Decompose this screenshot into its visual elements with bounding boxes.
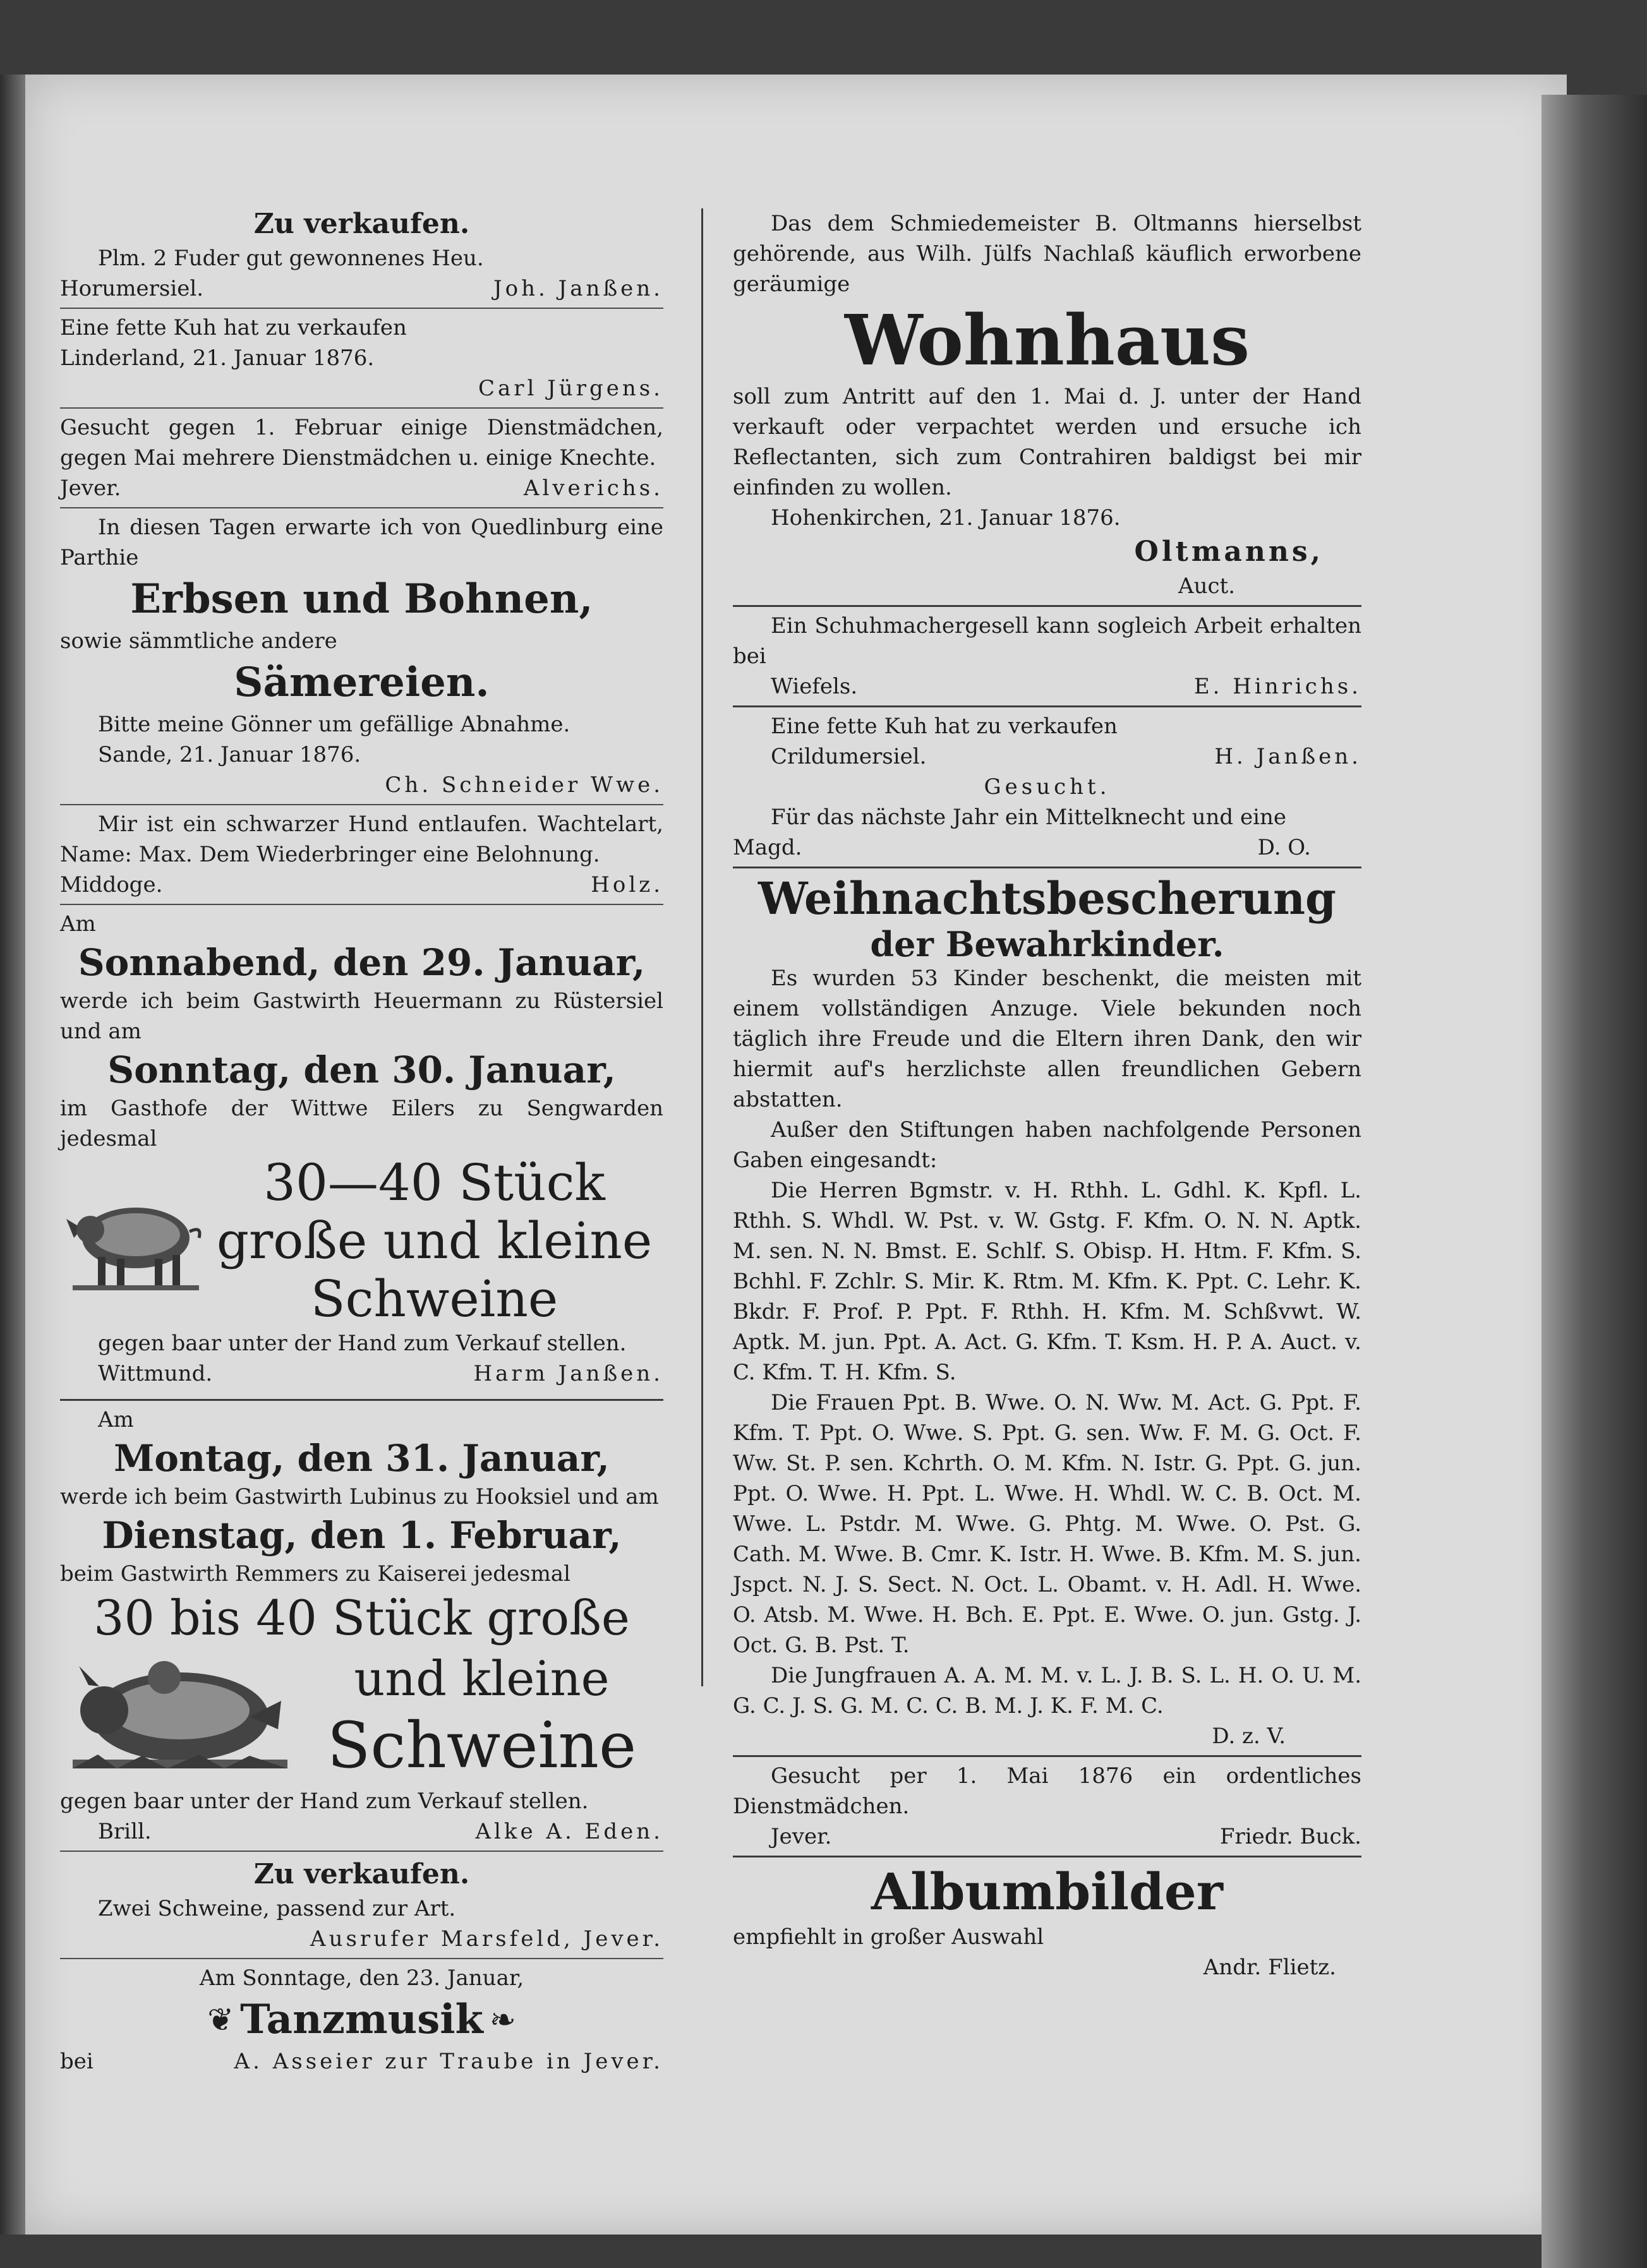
ad-text: Für das nächste Jahr ein Mittelknecht und eine xyxy=(771,805,1286,830)
ad-text: Mir ist ein schwarzer Hund entlaufen. Wachtelart, Name: Max. Dem Wiederbringer eine Belohnung. xyxy=(60,812,663,867)
ad-headline: 30 bis 40 Stück große xyxy=(94,1590,630,1646)
ad-place: Wiefels. xyxy=(771,674,858,699)
ad-signature: Alverichs. xyxy=(523,476,663,501)
ad-text: sowie sämmtliche andere xyxy=(60,628,337,654)
ad-signature: Ch. Schneider Wwe. xyxy=(385,772,663,798)
ad-role: Auct. xyxy=(1178,573,1235,599)
ad-place: Crildumersiel. xyxy=(771,744,927,769)
ad-place: Middoge. xyxy=(60,872,163,897)
pig-illustration-row xyxy=(60,1647,663,1786)
ad-headline: und kleine xyxy=(354,1650,610,1707)
ad-wohnhaus xyxy=(733,208,1361,601)
ad-place: Jever. xyxy=(60,476,121,501)
ad-headline: 30—40 Stück xyxy=(263,1153,605,1212)
divider xyxy=(733,867,1361,868)
ad-headline: Schweine xyxy=(327,1708,637,1782)
ad-paragraph: Außer den Stiftungen haben nachfolgende Personen Gaben eingesandt: xyxy=(733,1117,1361,1173)
ad-text: Bitte meine Gönner um gefällige Abnahme. xyxy=(98,712,570,737)
ad-albumbilder xyxy=(733,1861,1361,1983)
ad-headline: Sämereien. xyxy=(234,659,490,706)
divider xyxy=(60,407,663,409)
page-edge xyxy=(1541,95,1647,2268)
ad-text: gegen baar unter der Hand zum Verkauf stellen. xyxy=(60,1789,589,1814)
ad-headline: Erbsen und Bohnen, xyxy=(130,575,593,623)
ad-signature: H. Janßen. xyxy=(1214,744,1361,769)
ad-headline: Wohnhaus xyxy=(844,299,1250,381)
ad-schweine-1 xyxy=(60,909,663,1389)
pig-illustration xyxy=(60,1184,205,1298)
ad-schuhmacher xyxy=(733,611,1361,702)
divider xyxy=(733,1755,1361,1757)
ad-paragraph: Die Jungfrauen A. A. M. M. v. L. J. B. S. L. H. O. U. M. G. C. J. S. G. M. C. C. B. M. J. K. F. M. C. xyxy=(733,1663,1361,1719)
ad-text: empfiehlt in großer Auswahl xyxy=(733,1924,1044,1950)
ad-headline: Tanzmusik xyxy=(240,1996,483,2043)
divider xyxy=(60,308,663,309)
ad-weihnachtsbescherung xyxy=(733,872,1361,1751)
ad-text: Eine fette Kuh hat zu verkaufen xyxy=(771,714,1118,739)
ad-signature: Joh. Janßen. xyxy=(493,276,663,301)
ad-text: im Gasthofe der Wittwe Eilers zu Sengwarden jedesmal xyxy=(60,1096,663,1151)
ad-headline: Weihnachtsbescherung xyxy=(758,872,1336,925)
ad-text: beim Gastwirth Remmers zu Kaiserei jedesmal xyxy=(60,1561,570,1587)
divider xyxy=(733,1856,1361,1857)
ad-headline: Albumbilder xyxy=(871,1862,1223,1921)
divider xyxy=(733,605,1361,607)
ad-date-headline: Sonnabend, den 29. Januar, xyxy=(78,941,646,984)
ad-text: Ein Schuhmachergesell kann sogleich Arbeit erhalten bei xyxy=(733,613,1361,669)
ad-place: Horumersiel. xyxy=(60,276,204,301)
ad-hund-entlaufen xyxy=(60,809,663,900)
ad-text: Am xyxy=(98,1407,134,1432)
ad-place: Wittmund. xyxy=(98,1361,213,1386)
divider xyxy=(60,1958,663,1959)
ad-text: Eine fette Kuh hat zu verkaufen xyxy=(60,315,407,340)
ad-signature: E. Hinrichs. xyxy=(1193,674,1361,699)
ad-fette-kuh-2 xyxy=(733,711,1361,863)
ad-text: gegen baar unter der Hand zum Verkauf stellen. xyxy=(98,1331,627,1356)
ad-zwei-schweine xyxy=(60,1856,663,1954)
ad-saemereien xyxy=(60,512,663,800)
ad-schweine-2 xyxy=(60,1405,663,1847)
ad-title: Gesucht. xyxy=(984,774,1111,800)
ad-headline: Schweine xyxy=(310,1269,558,1328)
divider xyxy=(60,1851,663,1852)
left-column xyxy=(60,114,663,2077)
ad-text: Magd. xyxy=(733,835,802,860)
flourish-left-icon: ❦ xyxy=(207,2001,234,2038)
ad-date: Hohenkirchen, 21. Januar 1876. xyxy=(771,505,1121,531)
ad-paragraph: Es wurden 53 Kinder beschenkt, die meisten mit einem vollständigen Anzuge. Viele bekunden noch täglich ihre Freude und die Eltern ihren Dank, den wir hiermit auf's herzlichste allen freundlichen Gebern abstatten. xyxy=(733,966,1361,1112)
ad-text: In diesen Tagen erwarte ich von Quedlinburg eine Parthie xyxy=(60,515,663,570)
ad-text: Zwei Schweine, passend zur Art. xyxy=(98,1896,456,1921)
ad-signature: Harm Janßen. xyxy=(473,1361,663,1386)
ad-signature: Holz. xyxy=(591,872,663,897)
book-gutter xyxy=(0,75,25,2235)
ad-paragraph: Die Herren Bgmstr. v. H. Rthh. L. Gdhl. K. Kpfl. L. Rthh. S. Whdl. W. Pst. v. W. Gstg. F. Kfm. O. N. N. Aptk. M. sen. N. N. Bmst. E. Schlf. S. Obisp. H. Htm. F. Kfm. S. Bchhl. F. Zchlr. S. Mir. K. Rtm. M. Kfm. K. Ppt. C. Lehr. K. Bkdr. F. Prof. P. Ppt. F. Rthh. H. Kfm. M. Schßvwt. W. Aptk. M. jun. Ppt. A. Act. G. Kfm. T. Ksm. H. P. A. Auct. v. C. Kfm. T. H. Kfm. S. xyxy=(733,1178,1361,1385)
ad-signature: Andr. Flietz. xyxy=(1203,1955,1336,1980)
ad-zu-verkaufen-heu xyxy=(60,205,663,304)
column-divider xyxy=(701,208,703,1686)
ad-date: Sande, 21. Januar 1876. xyxy=(98,742,361,767)
ad-text: Am xyxy=(60,911,96,937)
ad-headline: große und kleine xyxy=(216,1211,653,1270)
ad-text: werde ich beim Gastwirth Heuermann zu Rüstersiel und am xyxy=(60,988,663,1044)
ad-tanzmusik xyxy=(60,1963,663,2077)
flourish-right-icon: ❧ xyxy=(489,2001,516,2038)
ad-title: Zu verkaufen. xyxy=(253,1858,470,1890)
ad-text: Plm. 2 Fuder gut gewonnenes Heu. xyxy=(98,246,484,271)
ad-paragraph: Die Frauen Ppt. B. Wwe. O. N. Ww. M. Act. G. Ppt. F. Kfm. T. Ppt. O. Wwe. S. Ppt. G. sen. Ww. F. M. G. Oct. F. Ww. St. P. sen. Kchrth. O. M. Kfm. N. Istr. G. Ppt. G. jun. Ppt. O. Wwe. H. Ppt. L. Wwe. H. Whdl. W. C. B. Oct. M. Wwe. L. Pstdr. M. Wwe. G. Phtg. M. Wwe. O. Pst. G. Cath. M. Wwe. B. Cmr. K. Istr. H. Wwe. B. Kfm. M. S. jun. Jspct. N. J. S. Sect. N. Oct. L. Obamt. v. H. Adl. H. Wwe. O. Atsb. M. Wwe. H. Bch. E. Ppt. E. Wwe. O. jun. Gstg. J. Oct. G. B. Pst. T. xyxy=(733,1390,1361,1658)
divider xyxy=(733,705,1361,707)
pig-illustration-row xyxy=(60,1154,663,1328)
ad-signature: Friedr. Buck. xyxy=(1219,1824,1361,1849)
ad-signature: D. O. xyxy=(1257,835,1311,860)
ad-place: Brill. xyxy=(98,1819,152,1844)
ad-signature: Oltmanns, xyxy=(1134,536,1324,568)
ad-text: Das dem Schmiedemeister B. Oltmanns hierselbst gehörende, aus Wilh. Jülfs Nachlaß käuflich erworbene geräumige xyxy=(733,211,1361,297)
ad-date-headline: Montag, den 31. Januar, xyxy=(114,1437,610,1480)
ad-title: Zu verkaufen. xyxy=(253,208,470,240)
ad-date-headline: Dienstag, den 1. Februar, xyxy=(102,1514,622,1557)
divider xyxy=(60,507,663,508)
ad-text: Gesucht gegen 1. Februar einige Dienstmädchen, gegen Mai mehrere Dienstmädchen u. einige Knechte. xyxy=(60,415,663,471)
ad-fette-kuh xyxy=(60,313,663,404)
ad-date-headline: Sonntag, den 30. Januar, xyxy=(107,1048,616,1091)
divider xyxy=(60,1399,663,1401)
divider xyxy=(60,904,663,905)
pig-illustration xyxy=(60,1647,300,1786)
ad-text: Am Sonntage, den 23. Januar, xyxy=(199,1965,524,1991)
ad-text: soll zum Antritt auf den 1. Mai d. J. unter der Hand verkauft oder verpachtet werden und ersuche ich Reflectanten, sich zum Contrahiren baldigst bei mir einfinden zu wollen. xyxy=(733,384,1361,500)
ad-signature: Ausrufer Marsfeld, Jever. xyxy=(310,1926,663,1952)
tanzmusik-banner xyxy=(60,1993,663,2046)
ad-signature: Alke A. Eden. xyxy=(475,1819,663,1844)
ad-text: Gesucht per 1. Mai 1876 ein ordentliches Dienstmädchen. xyxy=(733,1763,1361,1819)
ad-place: Jever. xyxy=(771,1824,832,1849)
ad-date: Linderland, 21. Januar 1876. xyxy=(60,345,375,371)
ad-dienstmaedchen xyxy=(60,412,663,503)
ad-text: werde ich beim Gastwirth Lubinus zu Hooksiel und am xyxy=(60,1484,659,1509)
ad-headline: der Bewahrkinder. xyxy=(870,924,1224,964)
ad-signature: D. z. V. xyxy=(1212,1724,1286,1749)
ad-signature: A. Asseier zur Traube in Jever. xyxy=(234,2049,663,2074)
divider xyxy=(60,804,663,805)
ad-gesucht-dienstmaedchen xyxy=(733,1761,1361,1852)
ad-text: bei xyxy=(60,2049,94,2074)
right-column xyxy=(733,114,1361,1983)
ad-signature: Carl Jürgens. xyxy=(478,376,663,401)
